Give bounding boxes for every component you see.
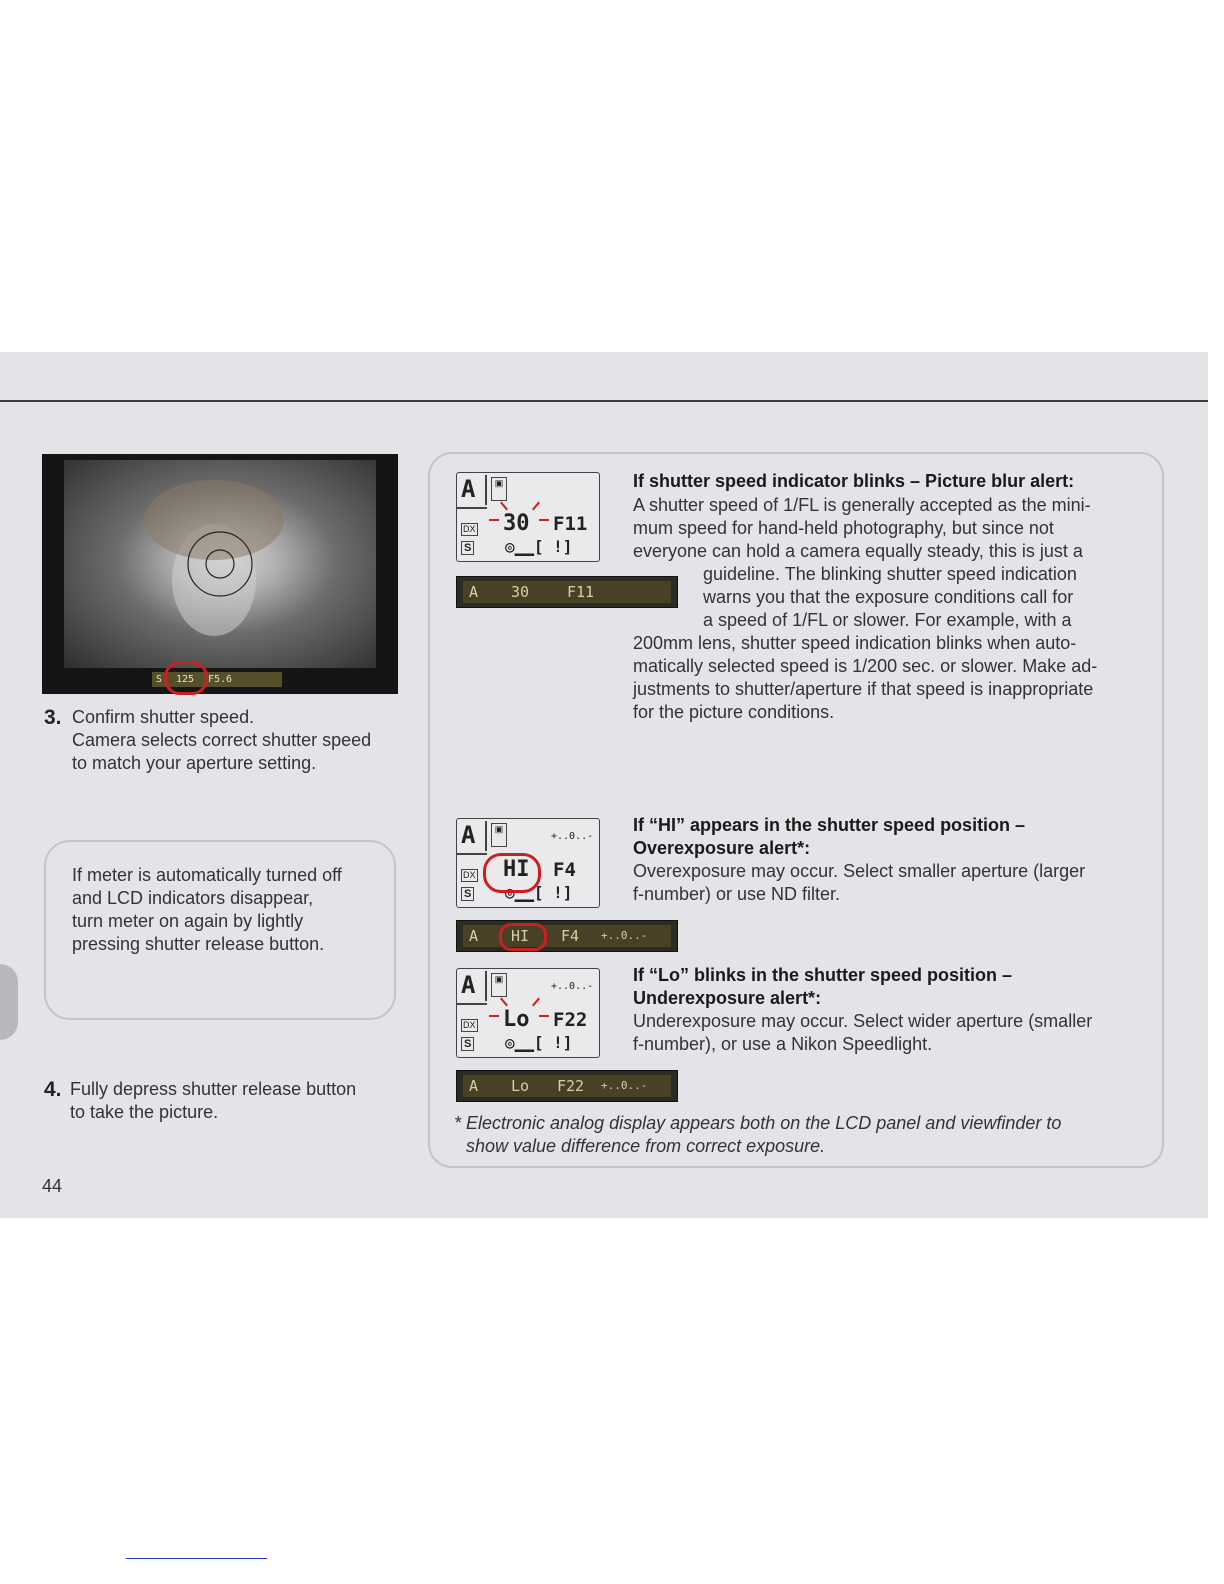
shutter-highlight-circle [164,661,208,695]
vfd-underexposure: A Lo F22 +..0..- [456,1070,678,1102]
s-icon: S [461,1037,474,1051]
vfd-overexposure: A HI F4 +..0..- [456,920,678,952]
exposure-mode-icon: ▣ [491,973,507,997]
blur-alert-text-top: A shutter speed of 1/FL is generally accepted as the mini- mum speed for hand-held photography, but since not everyone can hold a camera equally steady, this is just a [633,495,1091,561]
blur-alert-text-mid: guideline. The blinking shutter speed indication warns you that the exposure conditions call for a speed of 1/FL or slower. For example, with a [703,564,1077,630]
analog-display-icon: +..0..- [601,929,648,942]
lo-alert-text: Underexposure may occur. Select wider aperture (smaller f-number), or use a Nikon Speedlight. [633,1011,1093,1054]
lcd-shutter-speed: HI [503,857,530,882]
analog-display-icon: +..0..- [551,831,594,842]
hi-highlight-circle [483,853,541,893]
portrait-photo [64,460,376,668]
page-edge-tab [0,964,18,1040]
lcd-shutter-speed: 30 [503,511,530,536]
lcd-aperture: F22 [553,1009,588,1031]
lcd-blur-alert: A ▣ DX S 30 F11 ◎▁▁[ !] [456,472,600,562]
vf-aperture: F5.6 [208,674,233,685]
dx-icon: DX [463,1020,476,1030]
film-counter-icon: ◎▁▁[ !] [505,1033,573,1052]
dx-icon: DX [463,524,476,534]
manual-page [0,352,1208,1218]
vf-shutter-speed: 125 [176,674,195,685]
step-4-text: Fully depress shutter release button to take the picture. [70,1079,357,1122]
s-icon: S [461,541,474,555]
viewfinder-illustration [42,454,398,694]
lcd-overexposure: A ▣ +..0..- DX S HI F4 ◎▁▁[ !] [456,818,600,908]
s-icon: S [461,887,474,901]
hi-alert-heading: If “HI” appears in the shutter speed position – Overexposure alert*: [633,815,1026,858]
header-rule [0,400,1208,402]
lo-alert-heading: If “Lo” blinks in the shutter speed position – Underexposure alert*: [633,965,1013,1008]
step-4-number: 4. [44,1078,62,1101]
analog-display-icon: +..0..- [551,981,594,992]
page-number: 44 [42,1176,63,1196]
viewfinder-focus-circle-icon [64,460,376,668]
lcd-aperture: F4 [553,859,576,881]
lcd-underexposure: A ▣ +..0..- DX S Lo F22 ◎▁▁[ !] [456,968,600,1058]
step-3-text: Confirm shutter speed. Camera selects correct shutter speed to match your aperture setting. [72,707,372,773]
blur-alert-text-bottom: 200mm lens, shutter speed indication blinks when auto- matically selected speed is 1/200 sec. or slower. Make ad- justments to shutter/aperture if that speed is inappropriate for the picture conditions. [633,633,1098,722]
step-3-number: 3. [44,706,62,729]
hi-alert-text: Overexposure may occur. Select smaller aperture (larger f-number) or use ND filter. [633,861,1086,904]
hi-vfd-highlight-circle [499,923,547,951]
film-counter-icon: ◎▁▁[ !] [505,537,573,556]
analog-display-icon: +..0..- [601,1079,648,1092]
vf-mode: S [156,674,163,685]
dx-icon: DX [463,870,476,880]
lcd-aperture: F11 [553,513,588,535]
blur-alert-heading: If shutter speed indicator blinks – Picture blur alert: [633,471,1075,491]
link-underline [126,1558,267,1559]
exposure-mode-icon: ▣ [491,823,507,847]
exposure-mode-icon: ▣ [491,477,507,501]
vfd-blur-alert: A 30 F11 [456,576,678,608]
meter-note-box [44,840,396,1020]
footnote: * Electronic analog display appears both on the LCD panel and viewfinder to show value difference from correct exposure. [454,1113,1062,1156]
lcd-shutter-speed: Lo [503,1007,530,1032]
meter-note-text: If meter is automatically turned off and LCD indicators disappear, turn meter on again by lightly pressing shutter release button. [72,865,342,954]
film-counter-icon: ◎▁▁[ !] [505,883,573,902]
